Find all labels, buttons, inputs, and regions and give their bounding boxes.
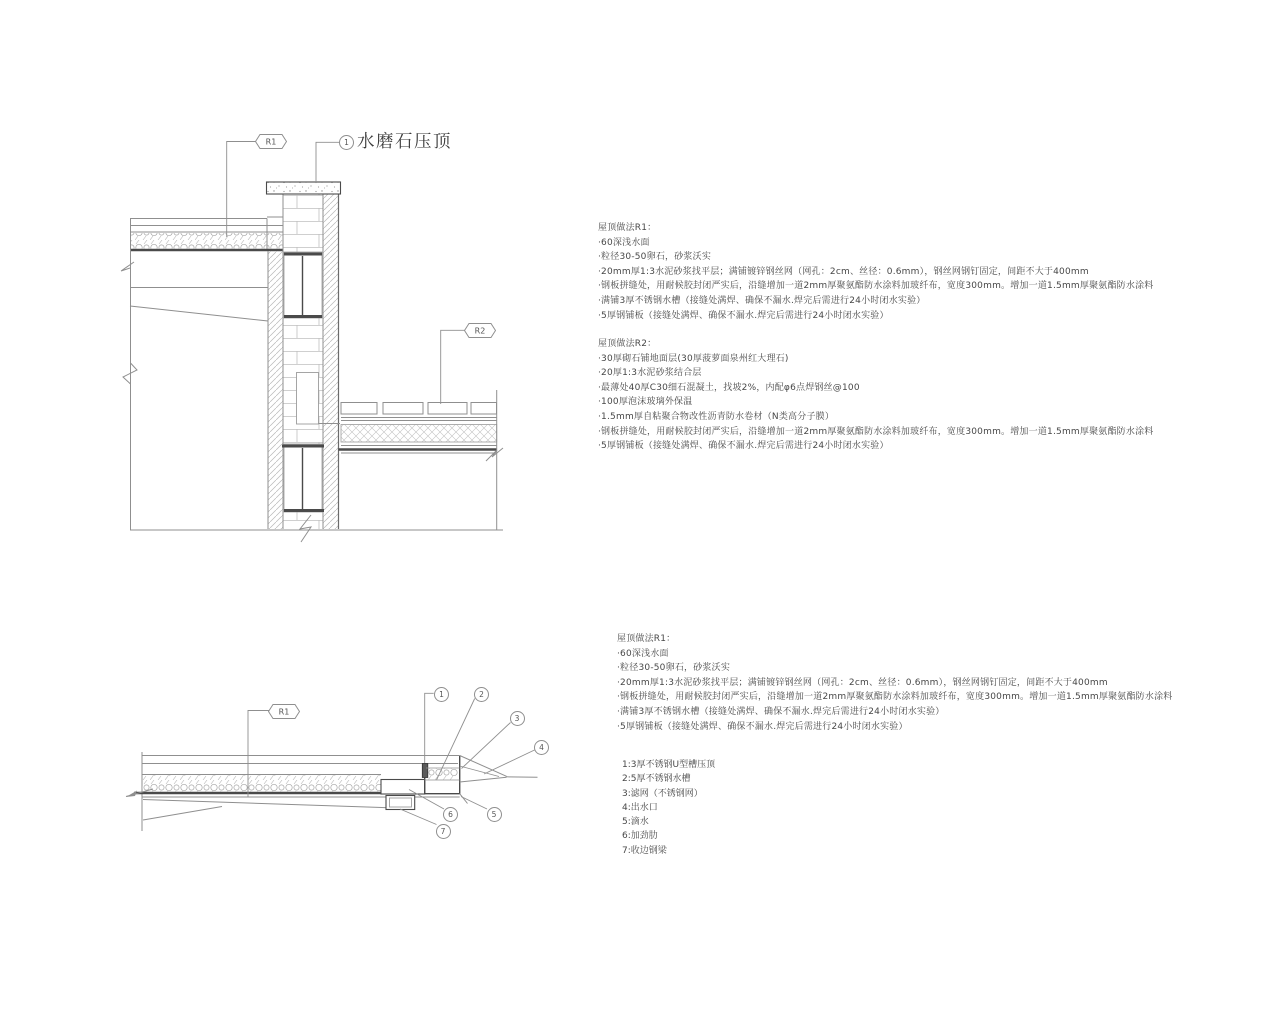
spec-r1b-item: ·60深浅水面	[617, 648, 669, 659]
spec-r1b-title: 屋顶做法R1：	[617, 634, 676, 644]
legend-item: 4:出水口	[622, 802, 658, 813]
callout-2	[474, 687, 489, 702]
r2-reference-tag	[464, 323, 496, 338]
spec-r1-item: ·满铺3厚不锈钢水槽（接缝处满焊、确保不漏水.焊完后需进行24小时闭水实验）	[598, 295, 926, 306]
gutter-detail-drawing	[126, 693, 538, 831]
spec-r1-title: 屋顶做法R1：	[598, 223, 657, 233]
spec-r1b-item: ·粒径30-50卵石，砂浆沃实	[617, 663, 731, 674]
spec-r1b-item: ·20mm厚1:3水泥砂浆找平层；满铺镀锌钢丝网（网孔：2cm、丝径：0.6mm），钢丝网钢钉固定，间距不大于400mm	[617, 677, 1108, 688]
callout-1-top	[339, 135, 354, 150]
spec-r1-item: ·钢板拼缝处，用耐候胶封闭严实后，沿缝增加一道2mm厚聚氨酯防水涂料加玻纤布，宽度300mm。增加一道1.5mm厚聚氨酯防水涂料	[598, 281, 1154, 292]
parapet-detail-drawing	[121, 142, 503, 543]
spec-r2-item: ·30厚砌石铺地面层(30厚菠萝面泉州红大理石)	[598, 353, 789, 364]
callout-6-label: 6	[448, 810, 453, 819]
legend-item: 6:加劲肋	[622, 831, 658, 842]
spec-block-r1-top	[598, 221, 1153, 323]
spec-r2-item: ·20厚1:3水泥砂浆结合层	[598, 368, 702, 379]
callout-1	[434, 687, 449, 702]
spec-r1-item: ·20mm厚1:3水泥砂浆找平层；满铺镀锌钢丝网（网孔：2cm、丝径：0.6mm），钢丝网钢钉固定，间距不大于400mm	[598, 266, 1089, 277]
callout-3	[510, 711, 525, 726]
legend-item: 5:滴水	[622, 817, 649, 828]
spec-r2-item: ·最薄处40厚C30细石混凝土，找坡2%，内配φ6点焊钢丝@100	[598, 382, 860, 393]
spec-r1b-item: ·5厚钢铺板（接缝处满焊、确保不漏水.焊完后需进行24小时闭水实验）	[617, 721, 908, 732]
spec-r2-item: ·5厚钢铺板（接缝处满焊、确保不漏水.焊完后需进行24小时闭水实验）	[598, 441, 889, 452]
spec-r1-item: ·5厚钢铺板（接缝处满焊、确保不漏水.焊完后需进行24小时闭水实验）	[598, 310, 889, 321]
r1-bottom-tag-label: R1	[278, 707, 290, 717]
callout-3-label: 3	[514, 714, 520, 723]
legend-item: 2:5厚不锈钢水槽	[622, 774, 691, 785]
spec-r2-item: ·1.5mm厚自粘聚合物改性沥青防水卷材（N类高分子膜）	[598, 411, 835, 422]
callout-5	[487, 807, 502, 822]
spec-block-r1-bottom	[617, 632, 1172, 734]
r1-reference-tag-bottom	[268, 704, 300, 719]
callout-1-top-label: 1	[344, 138, 349, 147]
spec-r1-item: ·粒径30-50卵石，砂浆沃实	[598, 252, 712, 263]
callout-2-label: 2	[479, 690, 484, 699]
coping-material-label: 水磨石压顶	[357, 132, 452, 152]
callout-7	[436, 824, 451, 839]
spec-block-r2	[598, 337, 1153, 454]
spec-r1b-item: ·钢板拼缝处，用耐候胶封闭严实后，沿缝增加一道2mm厚聚氨酯防水涂料加玻纤布，宽度300mm。增加一道1.5mm厚聚氨酯防水涂料	[617, 692, 1173, 703]
legend-item: 3:滤网（不锈钢网）	[622, 788, 703, 799]
r1-tag-label: R1	[265, 137, 277, 147]
callout-5-label: 5	[491, 810, 497, 819]
legend-item: 1:3厚不锈钢U型槽压顶	[622, 760, 716, 770]
callout-4-label: 4	[539, 743, 544, 752]
spec-r1-item: ·60深浅水面	[598, 237, 650, 248]
callout-7-label: 7	[440, 827, 446, 836]
callout-6	[443, 807, 458, 822]
legend-item: 7:收边钢梁	[622, 845, 667, 856]
spec-r2-item: ·100厚泡沫玻璃外保温	[598, 397, 693, 408]
spec-r2-title: 屋顶做法R2：	[598, 339, 657, 349]
callout-4	[534, 740, 549, 755]
r1-reference-tag-top	[255, 134, 287, 149]
callout-legend	[622, 758, 715, 858]
spec-r2-item: ·钢板拼缝处，用耐候胶封闭严实后，沿缝增加一道2mm厚聚氨酯防水涂料加玻纤布，宽度300mm。增加一道1.5mm厚聚氨酯防水涂料	[598, 426, 1154, 437]
r2-tag-label: R2	[474, 326, 486, 336]
spec-r1b-item: ·满铺3厚不锈钢水槽（接缝处满焊、确保不漏水.焊完后需进行24小时闭水实验）	[617, 706, 945, 717]
callout-1-label: 1	[439, 690, 444, 699]
